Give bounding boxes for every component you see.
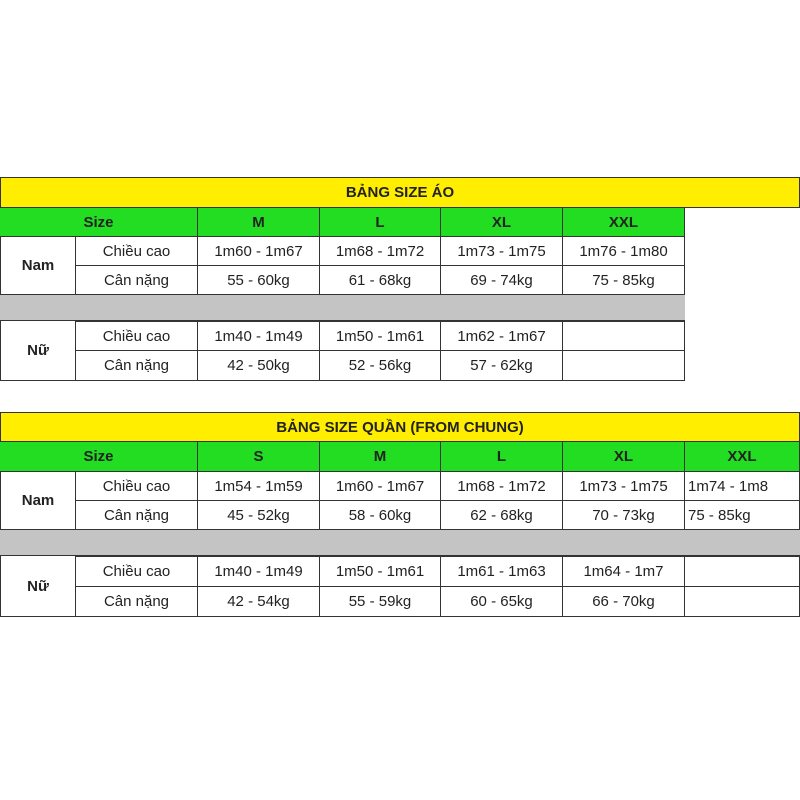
shirt-nu-weight-xxl [563,351,685,381]
shirt-size-header-m: M [198,208,320,237]
shirt-nam-weight-m: 55 - 60kg [198,266,320,295]
pants-nam-weight-xl: 70 - 73kg [563,501,685,530]
shirt-size-header-label: Size [0,208,198,237]
shirt-nam-height-label: Chiều cao [76,237,198,266]
shirt-separator [0,295,685,321]
pants-size-header-label: Size [0,442,198,472]
shirt-nu-height-label: Chiều cao [76,321,198,351]
pants-nu-height-label: Chiều cao [76,556,198,587]
pants-nam-weight-m: 58 - 60kg [320,501,441,530]
pants-nu-weight-m: 55 - 59kg [320,587,441,617]
pants-nam-weight-s: 45 - 52kg [198,501,320,530]
shirt-nu-weight-l: 52 - 56kg [320,351,441,381]
pants-nam-weight-xxl: 75 - 85kg [685,501,800,530]
shirt-nu-height-l: 1m50 - 1m61 [320,321,441,351]
pants-nu-weight-l: 60 - 65kg [441,587,563,617]
shirt-nam-label: Nam [0,237,76,295]
shirt-nam-height-xl: 1m73 - 1m75 [441,237,563,266]
shirt-nu-height-m: 1m40 - 1m49 [198,321,320,351]
pants-nu-height-l: 1m61 - 1m63 [441,556,563,587]
pants-size-title: BẢNG SIZE QUẦN (FROM CHUNG) [0,412,800,442]
pants-nam-height-label: Chiều cao [76,472,198,501]
shirt-size-header-xl: XL [441,208,563,237]
shirt-nu-height-xl: 1m62 - 1m67 [441,321,563,351]
shirt-nu-weight-xl: 57 - 62kg [441,351,563,381]
shirt-nu-weight-m: 42 - 50kg [198,351,320,381]
pants-nu-height-m: 1m50 - 1m61 [320,556,441,587]
shirt-nam-height-m: 1m60 - 1m67 [198,237,320,266]
pants-nu-weight-s: 42 - 54kg [198,587,320,617]
shirt-nam-weight-label: Cân nặng [76,266,198,295]
pants-nam-height-xxl: 1m74 - 1m8 [685,472,800,501]
pants-nam-height-l: 1m68 - 1m72 [441,472,563,501]
shirt-nam-weight-l: 61 - 68kg [320,266,441,295]
shirt-nu-weight-label: Cân nặng [76,351,198,381]
shirt-nam-weight-xl: 69 - 74kg [441,266,563,295]
shirt-nam-height-xxl: 1m76 - 1m80 [563,237,685,266]
pants-nu-height-s: 1m40 - 1m49 [198,556,320,587]
pants-nu-label: Nữ [0,556,76,617]
shirt-size-header-xxl: XXL [563,208,685,237]
pants-nam-label: Nam [0,472,76,530]
pants-nu-height-xl: 1m64 - 1m7 [563,556,685,587]
pants-nam-height-xl: 1m73 - 1m75 [563,472,685,501]
shirt-nu-height-xxl [563,321,685,351]
pants-nu-weight-label: Cân nặng [76,587,198,617]
pants-size-header-s: S [198,442,320,472]
pants-nu-weight-xl: 66 - 70kg [563,587,685,617]
shirt-nam-height-l: 1m68 - 1m72 [320,237,441,266]
shirt-nam-weight-xxl: 75 - 85kg [563,266,685,295]
shirt-size-title: BẢNG SIZE ÁO [0,177,800,208]
pants-nam-weight-l: 62 - 68kg [441,501,563,530]
pants-nam-height-s: 1m54 - 1m59 [198,472,320,501]
pants-nu-height-xxl [685,556,800,587]
pants-size-header-xxl: XXL [685,442,800,472]
pants-nam-height-m: 1m60 - 1m67 [320,472,441,501]
pants-size-header-l: L [441,442,563,472]
pants-size-header-xl: XL [563,442,685,472]
pants-size-header-m: M [320,442,441,472]
shirt-nu-label: Nữ [0,321,76,381]
pants-separator [0,530,800,556]
shirt-size-header-l: L [320,208,441,237]
pants-nam-weight-label: Cân nặng [76,501,198,530]
pants-nu-weight-xxl [685,587,800,617]
